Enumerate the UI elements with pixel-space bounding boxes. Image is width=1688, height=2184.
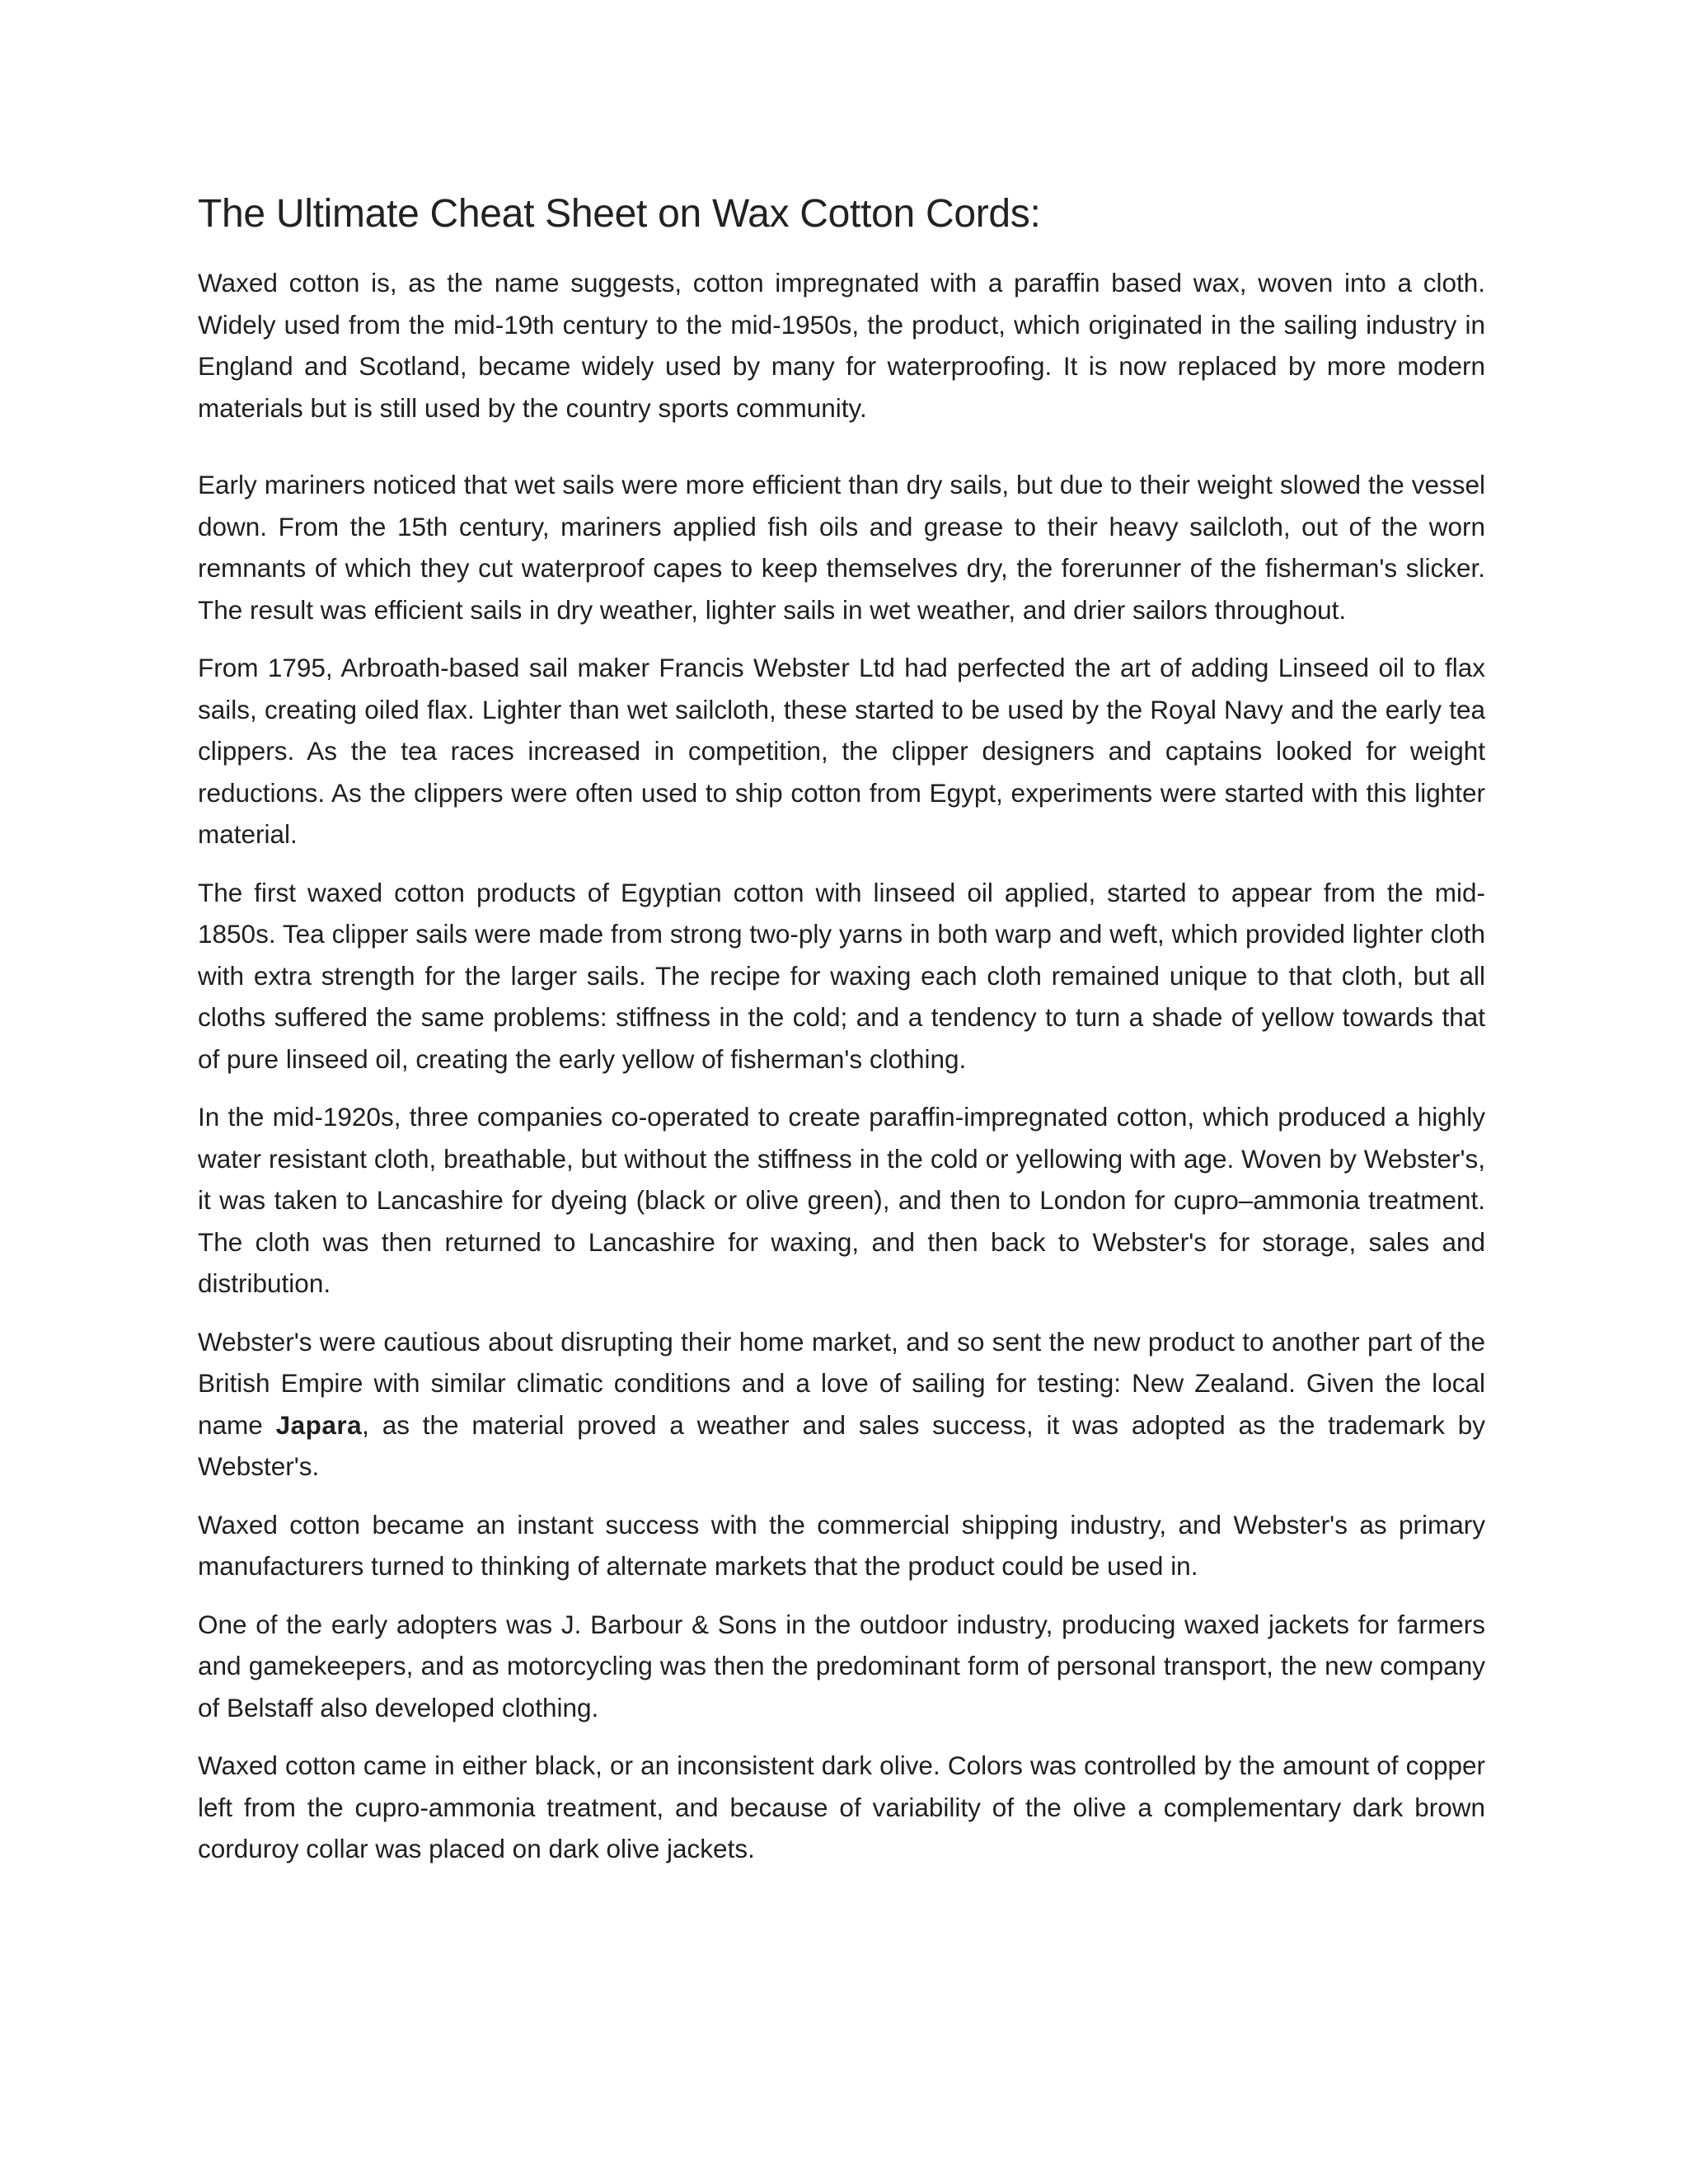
- paragraph-intro: Waxed cotton is, as the name suggests, cotton impregnated with a paraffin based wax, woven into a cloth. Widely used from the mid-19th century to the mid-1950s, the product, which originated in the sailing industry in England and Scotland, became widely used by many for waterproofing. It is now replaced by more modern materials but is still used by the country sports community.: [198, 268, 1485, 423]
- paragraph-first-waxed-cotton: The first waxed cotton products of Egyptian cotton with linseed oil applied, started to appear from the mid-1850s. Tea clipper sails were made from strong two-ply yarns in both warp and weft, which provided lighter cloth with extra strength for the larger sails. The recipe for waxing each cloth remained unique to that cloth, but all cloths suffered the same problems: stiffness in the cold; and a tendency to turn a shade of yellow towards that of pure linseed oil, creating the early yellow of fisherman's clothing.: [198, 877, 1485, 1074]
- paragraph-early-mariners: Early mariners noticed that wet sails were more efficient than dry sails, but due to their weight slowed the vessel down. From the 15th century, mariners applied fish oils and grease to their heavy sailcloth, out of the worn remnants of which they cut waterproof capes to keep themselves dry, the forerunner of the fisherman's slicker. The result was efficient sails in dry weather, lighter sails in wet weather, and drier sailors throughout.: [198, 470, 1485, 625]
- paragraph-early-adopters: One of the early adopters was J. Barbour & Sons in the outdoor industry, producing waxed jackets for farmers and gamekeepers, and as motorcycling was then the predominant form of personal transport, the new company of Belstaff also developed clothing.: [198, 1609, 1485, 1722]
- document-title: The Ultimate Cheat Sheet on Wax Cotton Cords:: [198, 192, 1041, 236]
- japara-text-before: Webster's were cautious about disrupting their home market, and so sent the new product to another part of the British Empire with similar climatic conditions and a love of sailing for testing: New Zealand. Given the local name: [198, 1326, 1485, 1440]
- japara-text-after: , as the material proved a weather and sales success, it was adopted as the trademark by Webster's.: [198, 1409, 1485, 1481]
- paragraph-japara: [198, 1321, 1485, 1488]
- japara-trademark: Japara: [275, 1409, 363, 1440]
- paragraph-paraffin-cotton: In the mid-1920s, three companies co-operated to create paraffin-impregnated cotton, which produced a highly water resistant cloth, breathable, but without the stiffness in the cold or yellowing with age. Woven by Webster's, it was taken to Lancashire for dyeing (black or olive green), and then to London for cupro–ammonia treatment. The cloth was then returned to Lancashire for waxing, and then back to Webster's for storage, sales and distribution.: [198, 1102, 1485, 1298]
- paragraph-instant-success: Waxed cotton became an instant success with the commercial shipping industry, and Webster's as primary manufacturers turned to thinking of alternate markets that the product could be used in.: [198, 1509, 1485, 1581]
- paragraph-colors: Waxed cotton came in either black, or an inconsistent dark olive. Colors was controlled by the amount of copper left from the cupro-ammonia treatment, and because of variability of the olive a complementary dark brown corduroy collar was placed on dark olive jackets.: [198, 1750, 1485, 1863]
- paragraph-oiled-flax: From 1795, Arbroath-based sail maker Francis Webster Ltd had perfected the art of adding Linseed oil to flax sails, creating oiled flax. Lighter than wet sailcloth, these started to be used by the Royal Navy and the early tea clippers. As the tea races increased in competition, the clipper designers and captains looked for weight reductions. As the clippers were often used to ship cotton from Egypt, experiments were started with this lighter material.: [198, 653, 1485, 849]
- document-page: [198, 190, 1485, 1886]
